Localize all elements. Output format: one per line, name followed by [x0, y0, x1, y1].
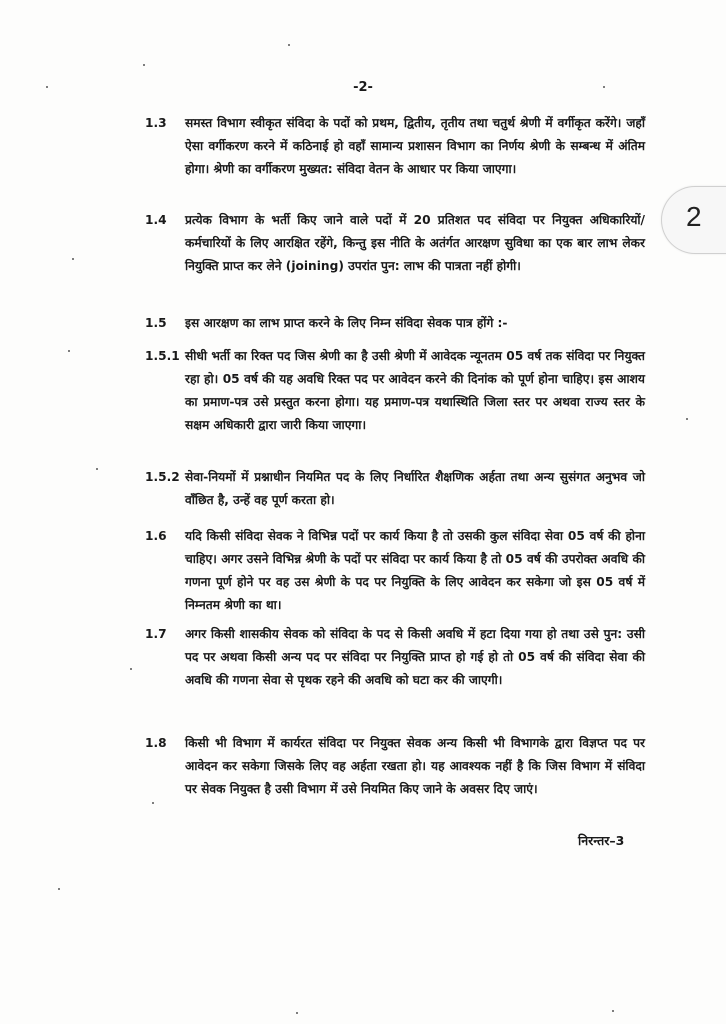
paragraph-number: 1.5.1: [145, 349, 180, 363]
paragraph-1-5: [145, 312, 645, 335]
scan-speck: [46, 86, 48, 88]
scan-speck: [72, 258, 74, 260]
scan-speck: [686, 418, 688, 420]
paragraph-1-5-2: [145, 466, 645, 512]
paragraph-text: अगर किसी शासकीय सेवक को संविदा के पद से किसी अवधि में हटा दिया गया हो तथा उसे पुन: उसी पद पर अथवा किसी अन्य पद पर संविदा पर नियुक्ति प्राप्त हो गई हो तो 05 वर्ष की संविदा सेवा की अवधि की गणना सेवा से पृथक रहने की अवधि को घटा कर की जाएगी।: [185, 627, 645, 687]
page-indicator-number: 2: [686, 201, 702, 232]
paragraph-number: 1.3: [145, 116, 167, 130]
scan-speck: [58, 888, 60, 890]
paragraph-number: 1.8: [145, 736, 167, 750]
paragraph-text: किसी भी विभाग में कार्यरत संविदा पर नियुक्त सेवक अन्य किसी भी विभागके द्वारा विज्ञप्त पद पर आवेदन कर सकेगा जिसके लिए वह अर्हता रखता हो। यह आवश्यक नहीं है कि जिस विभाग में संविदा पर सेवक नियुक्त है उसी विभाग में उसे नियमित किए जाने के अवसर दिए जाएं।: [185, 736, 645, 796]
paragraph-1-6: [145, 525, 645, 617]
scan-speck: [152, 802, 154, 804]
paragraph-text: यदि किसी संविदा सेवक ने विभिन्न पदों पर कार्य किया है तो उसकी कुल संविदा सेवा 05 वर्ष की होना चाहिए। अगर उसने विभिन्न श्रेणी के पदों पर संविदा पर कार्य किया है तो 05 वर्ष की उपरोक्त अवधि की गणना पूर्ण होने पर वह उस श्रेणी के पद पर नियुक्ति के लिए आवेदन कर सकेगा जो इस 05 वर्ष में निम्नतम श्रेणी का था।: [185, 529, 645, 612]
paragraph-text: प्रत्येक विभाग के भर्ती किए जाने वाले पदों में 20 प्रतिशत पद संविदा पर नियुक्त अधिकारियों/कर्मचारियों के लिए आरक्षित रहेंगे, किन्तु इस नीति के अतंर्गत आरक्षण सुविधा का एक बार लाभ लेकर नियुक्ति प्राप्त कर लेने (joining) उपरांत पुन: लाभ की पात्रता नहीं होगी।: [185, 213, 645, 273]
paragraph-1-3: [145, 112, 645, 181]
paragraph-1-7: [145, 623, 645, 692]
scan-speck: [612, 1010, 614, 1012]
paragraph-1-8: [145, 732, 645, 801]
scan-speck: [96, 468, 98, 470]
page-indicator-badge: [661, 186, 726, 254]
paragraph-number: 1.5.2: [145, 470, 180, 484]
paragraph-text: इस आरक्षण का लाभ प्राप्त करने के लिए निम्न संविदा सेवक पात्र होंगे :-: [185, 316, 508, 330]
paragraph-number: 1.6: [145, 529, 167, 543]
scan-speck: [68, 350, 70, 352]
scan-speck: [143, 64, 145, 66]
page-number: -2-: [353, 80, 373, 95]
scan-speck: [130, 668, 132, 670]
scan-speck: [288, 44, 290, 46]
paragraph-1-4: [145, 209, 645, 278]
paragraph-1-5-1: [145, 345, 645, 437]
scan-speck: [296, 1012, 298, 1014]
paragraph-number: 1.5: [145, 316, 167, 330]
scan-speck: [603, 86, 605, 88]
paragraph-text: सीधी भर्ती का रिक्त पद जिस श्रेणी का है उसी श्रेणी में आवेदक न्यूनतम 05 वर्ष तक संविदा पर नियुक्त रहा हो। 05 वर्ष की यह अवधि रिक्त पद पर आवेदन करने की दिनांक को पूर्ण होना चाहिए। इस आशय का प्रमाण-पत्र उसे प्रस्तुत करना होगा। यह प्रमाण-पत्र यथास्थिति जिला स्तर पर अथवा राज्य स्तर के सक्षम अधिकारी द्वारा जारी किया जाएगा।: [185, 349, 645, 432]
paragraph-number: 1.7: [145, 627, 167, 641]
continuation-note: निरन्तर–3: [578, 833, 625, 848]
paragraph-number: 1.4: [145, 213, 167, 227]
paragraph-text: समस्त विभाग स्वीकृत संविदा के पदों को प्रथम, द्वितीय, तृतीय तथा चतुर्थ श्रेणी में वर्गीकृत करेंगे। जहाँ ऐसा वर्गीकरण करने में कठिनाई हो वहाँ सामान्य प्रशासन विभाग का निर्णय श्रेणी के सम्बन्ध में अंतिम होगा। श्रेणी का वर्गीकरण मुख्यत: संविदा वेतन के आधार पर किया जाएगा।: [185, 116, 645, 176]
paragraph-text: सेवा-नियमों में प्रश्नाधीन नियमित पद के लिए निर्धारित शैक्षणिक अर्हता तथा अन्य सुसंगत अनुभव जो वाँछित है, उन्हें वह पूर्ण करता हो।: [185, 470, 645, 507]
